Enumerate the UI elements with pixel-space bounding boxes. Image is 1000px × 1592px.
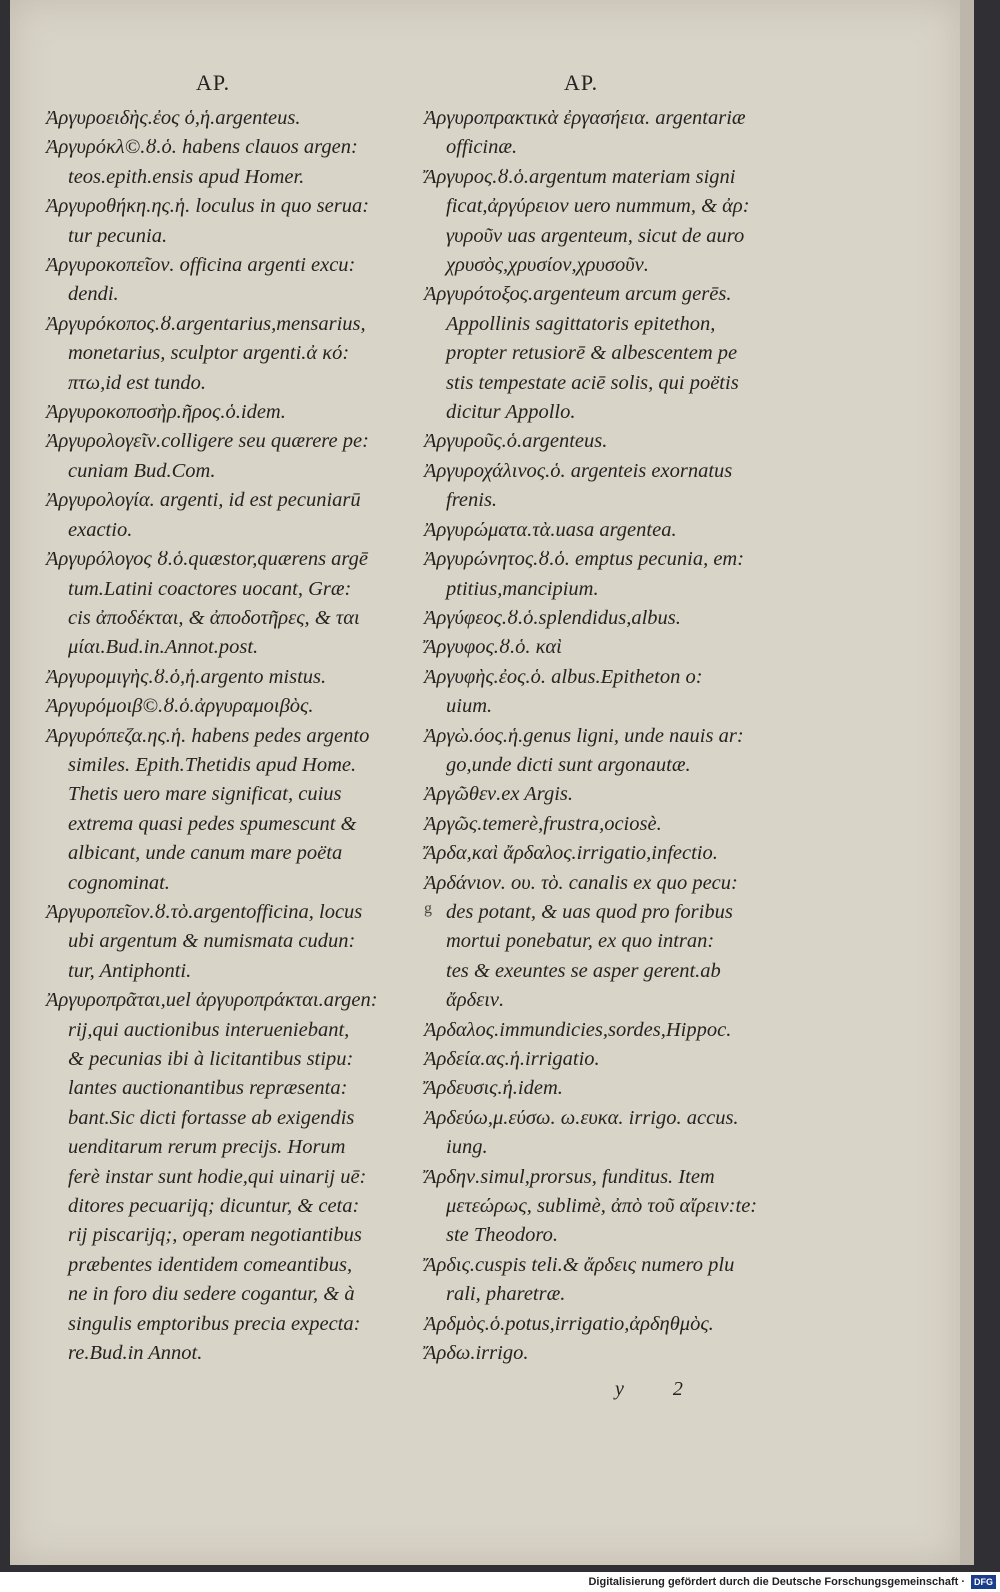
entry-line: Ἀργυρότοξος.argenteum arcum gerēs. xyxy=(424,283,732,306)
page-edge xyxy=(960,0,974,1565)
entry-line: Ἀργυρολογεῖν.colligere seu quærere pe: xyxy=(46,430,369,453)
entry-line: Ἄρδα,καὶ ἄρδαλος.irrigatio,infectio. xyxy=(424,842,718,865)
column-header-left: AP. xyxy=(196,70,231,95)
entry-line: Ἀρδμὸς.ὁ.potus,irrigatio,ἀρδηθμὸς. xyxy=(424,1312,714,1335)
entry-line: dicitur Appollo. xyxy=(446,401,576,424)
right-column xyxy=(424,62,824,1368)
entry-line: Ἀργυφὴς.ἐος.ὁ. albus.Epitheton o: xyxy=(424,665,703,688)
entry-line: ditores pecuarijq; dicuntur, & ceta: xyxy=(68,1195,360,1218)
dictionary-entry xyxy=(46,133,441,192)
dictionary-entry xyxy=(424,869,824,1016)
entry-line: bant.Sic dicti fortasse ab exigendis xyxy=(68,1106,355,1129)
entry-line: Ἀργυροκοπεῖον. officina argenti excu: xyxy=(46,254,356,277)
entry-line: πτω,id est tundo. xyxy=(68,371,206,394)
entry-line: tur pecunia. xyxy=(68,224,168,247)
entry-line: Ἀργυρόπεζα.ης.ἡ. habens pedes argento xyxy=(46,724,370,747)
entry-line: ubi argentum & numismata cudun: xyxy=(68,930,356,953)
entry-line: Ἀργυροθήκη.ης.ἡ. loculus in quo serua: xyxy=(46,195,370,218)
dictionary-entry xyxy=(424,1163,824,1251)
entry-line: teos.epith.ensis apud Homer. xyxy=(68,165,305,188)
entry-line: uenditarum rerum precijs. Horum xyxy=(68,1136,346,1159)
dictionary-entry xyxy=(424,104,824,163)
dictionary-entry xyxy=(424,1074,824,1103)
entry-line: Ἀργυρόμοιβ©.ȣ.ὁ.ἀργυραμοιβὸς. xyxy=(46,695,314,718)
entry-line: præbentes identidem comeantibus, xyxy=(68,1253,353,1276)
dictionary-entry xyxy=(46,486,441,545)
entry-line: Ἀργυροκοποσὴρ.ῆρος.ὁ.idem. xyxy=(46,401,286,424)
entry-line: similes. Epith.Thetidis apud Home. xyxy=(68,753,357,776)
dictionary-entry xyxy=(46,545,441,663)
entry-line: Ἀργυρόλογος ȣ.ὁ.quæstor,quærens argē xyxy=(46,548,368,571)
margin-mark: g xyxy=(424,900,432,917)
entry-list-right xyxy=(424,104,824,1368)
dictionary-entry xyxy=(424,457,824,516)
entry-line: mortui ponebatur, ex quo intran: xyxy=(446,930,715,953)
entry-line: Ἀργῶς.temerè,frustra,ociosè. xyxy=(424,812,662,835)
entry-line: Ἀρδεία.ας.ἡ.irrigatio. xyxy=(424,1048,600,1070)
dictionary-entry xyxy=(46,898,441,986)
entry-line: stis tempestate aciē solis, qui poëtis xyxy=(446,371,739,394)
dictionary-entry xyxy=(424,516,824,545)
dictionary-entry xyxy=(424,633,824,662)
dictionary-entry xyxy=(424,1339,824,1368)
entry-line: exactio. xyxy=(68,518,133,541)
entry-line: monetarius, sculptor argenti.ἀ κό: xyxy=(68,342,350,365)
dictionary-entry xyxy=(46,192,441,251)
dictionary-entry xyxy=(46,722,441,898)
dictionary-entry xyxy=(424,163,824,281)
dictionary-entry xyxy=(424,604,824,633)
entry-line: Ἀργυρώνητος.ȣ.ὁ. emptus pecunia, em: xyxy=(424,548,745,571)
entry-line: Ἀργυρολογία. argenti, id est pecuniarū xyxy=(46,489,361,512)
entry-line: uium. xyxy=(446,695,493,718)
footer-bar xyxy=(0,1572,1000,1592)
entry-line: officinæ. xyxy=(446,136,518,159)
entry-line: Ἀργυροχάλινος.ὁ. argenteis exornatus xyxy=(424,459,733,482)
entry-line: singulis emptoribus precia expecta: xyxy=(68,1312,361,1335)
entry-line: cis ἀποδέκται, & ἀποδοτῆρες, & ται xyxy=(68,606,360,629)
dictionary-entry xyxy=(46,427,441,486)
entry-line: Ἀρδάνιον. ου. τὸ. canalis ex quo pecu: xyxy=(424,871,738,894)
dictionary-entry xyxy=(424,780,824,809)
entry-line: Ἀργυροειδὴς.ἐος ὁ,ἡ.argenteus. xyxy=(46,107,301,129)
entry-line: tes & exeuntes se asper gerent.ab xyxy=(446,959,721,982)
dictionary-entry xyxy=(424,1310,824,1339)
dictionary-entry xyxy=(424,280,824,427)
entry-line: iung. xyxy=(446,1136,488,1159)
entry-list-left xyxy=(46,104,441,1368)
dictionary-entry xyxy=(424,810,824,839)
entry-line: Ἄρδις.cuspis teli.& ἄρδεις numero plu xyxy=(424,1253,735,1276)
entry-line: re.Bud.in Annot. xyxy=(68,1342,203,1365)
entry-line: des potant, & uas quod pro foribus xyxy=(446,900,733,923)
entry-line: Ἀργυροῦς.ὁ.argenteus. xyxy=(424,430,608,453)
footer-credit: Digitalisierung gefördert durch die Deutsche Forschungsgemeinschaft · xyxy=(588,1576,965,1588)
entry-line: propter retusiorē & albescentem pe xyxy=(446,342,738,365)
entry-line: Ἄργυφος.ȣ.ὁ. καὶ xyxy=(424,636,562,659)
entry-line: rij piscarijq;, operam negotiantibus xyxy=(68,1224,362,1247)
entry-line: Ἀργὼ.όος.ἡ.genus ligni, unde nauis ar: xyxy=(424,724,744,747)
entry-line: ferè instar sunt hodie,qui uinarij uē: xyxy=(68,1165,367,1188)
dictionary-entry xyxy=(46,663,441,692)
entry-line: dendi. xyxy=(68,283,119,306)
dictionary-entry xyxy=(46,692,441,721)
entry-line: rij,qui auctionibus interueniebant, xyxy=(68,1018,350,1041)
entry-line: frenis. xyxy=(446,489,498,512)
dictionary-entry xyxy=(46,310,441,398)
entry-line: μίαι.Bud.in.Annot.post. xyxy=(68,636,259,659)
entry-line: rali, pharetræ. xyxy=(446,1283,566,1306)
entry-line: μετεώρως, sublimè, ἀπὸ τοῦ αἴρειν:te: xyxy=(446,1195,758,1218)
entry-line: Appollinis sagittatoris epitethon, xyxy=(446,312,716,335)
dictionary-entry xyxy=(46,986,441,1368)
signature-mark: y 2 xyxy=(615,1378,705,1400)
entry-line: cognominat. xyxy=(68,871,170,894)
entry-line: Ἀργῶθεν.ex Argis. xyxy=(424,783,574,806)
entry-line: Ἀργυροπεῖον.ȣ.τὸ.argentofficina, locus xyxy=(46,900,363,923)
entry-line: Ἄρδην.simul,prorsus, funditus. Item xyxy=(424,1165,715,1188)
dictionary-entry xyxy=(424,1104,824,1163)
entry-line: ne in foro diu sedere cogantur, & à xyxy=(68,1283,355,1306)
entry-line: extrema quasi pedes spumescunt & xyxy=(68,812,357,835)
entry-line: lantes auctionantibus repræsenta: xyxy=(68,1077,348,1100)
dictionary-entry xyxy=(424,545,824,604)
entry-line: Ἀργυρόκλ©.ȣ.ὁ. habens clauos argen: xyxy=(46,136,358,159)
entry-line: Ἄρδευσις.ἡ.idem. xyxy=(424,1077,563,1100)
entry-line: Ἀργυρομιγὴς.ȣ.ὁ,ἡ.argento mistus. xyxy=(46,665,327,688)
entry-line: tur, Antiphonti. xyxy=(68,959,192,982)
left-column xyxy=(46,62,441,1368)
dictionary-entry xyxy=(46,251,441,310)
entry-line: Ἄρδω.irrigo. xyxy=(424,1342,529,1365)
dictionary-entry xyxy=(424,839,824,868)
entry-line: tum.Latini coactores uocant, Græ: xyxy=(68,577,352,600)
dictionary-entry xyxy=(424,1016,824,1045)
entry-line: cuniam Bud.Com. xyxy=(68,459,216,482)
dictionary-entry xyxy=(46,398,441,427)
entry-line: γυροῦν uas argenteum, sicut de auro xyxy=(446,224,745,247)
entry-line: ptitius,mancipium. xyxy=(446,577,599,600)
entry-line: go,unde dicti sunt argonautæ. xyxy=(446,753,691,776)
dictionary-entry xyxy=(46,104,441,133)
entry-line: Ἀργυροπρακτικὰ ἐργασήεια. argentariæ xyxy=(424,107,746,129)
dictionary-entry xyxy=(424,1251,824,1310)
entry-line: ἄρδειν. xyxy=(446,989,505,1012)
entry-line: Ἀρδαλος.immundicies,sordes,Hippoc. xyxy=(424,1018,732,1041)
entry-line: Ἀργυρώματα.τὰ.uasa argentea. xyxy=(424,518,677,541)
dictionary-entry xyxy=(424,1045,824,1074)
entry-line: ficat,ἀργύρειον uero nummum, & ἀρ: xyxy=(446,195,750,218)
entry-line: Thetis uero mare significat, cuius xyxy=(68,783,342,806)
entry-line: Ἄργυρος.ȣ.ὁ.argentum materiam signi xyxy=(424,165,736,188)
dictionary-entry xyxy=(424,663,824,722)
column-header-right: AP. xyxy=(564,70,599,95)
dictionary-entry xyxy=(424,427,824,456)
entry-line: albicant, unde canum mare poëta xyxy=(68,842,343,865)
entry-line: & pecunias ibi à licitantibus stipu: xyxy=(68,1048,354,1070)
entry-line: Ἀργυρόκοπος.ȣ.argentarius,mensarius, xyxy=(46,312,366,335)
dfg-logo-badge: DFG xyxy=(971,1575,996,1589)
dictionary-entry xyxy=(424,722,824,781)
entry-line: ste Theodoro. xyxy=(446,1224,558,1247)
entry-line: Ἀργύφεος.ȣ.ὁ.splendidus,albus. xyxy=(424,606,681,629)
entry-line: Ἀρδεύω,μ.εύσω. ω.ευκα. irrigo. accus. xyxy=(424,1106,739,1129)
entry-line: Ἀργυροπρᾶται,uel ἀργυροπράκται.argen: xyxy=(46,989,378,1012)
entry-line: χρυσὸς,χρυσίον,χρυσοῦν. xyxy=(446,254,649,277)
